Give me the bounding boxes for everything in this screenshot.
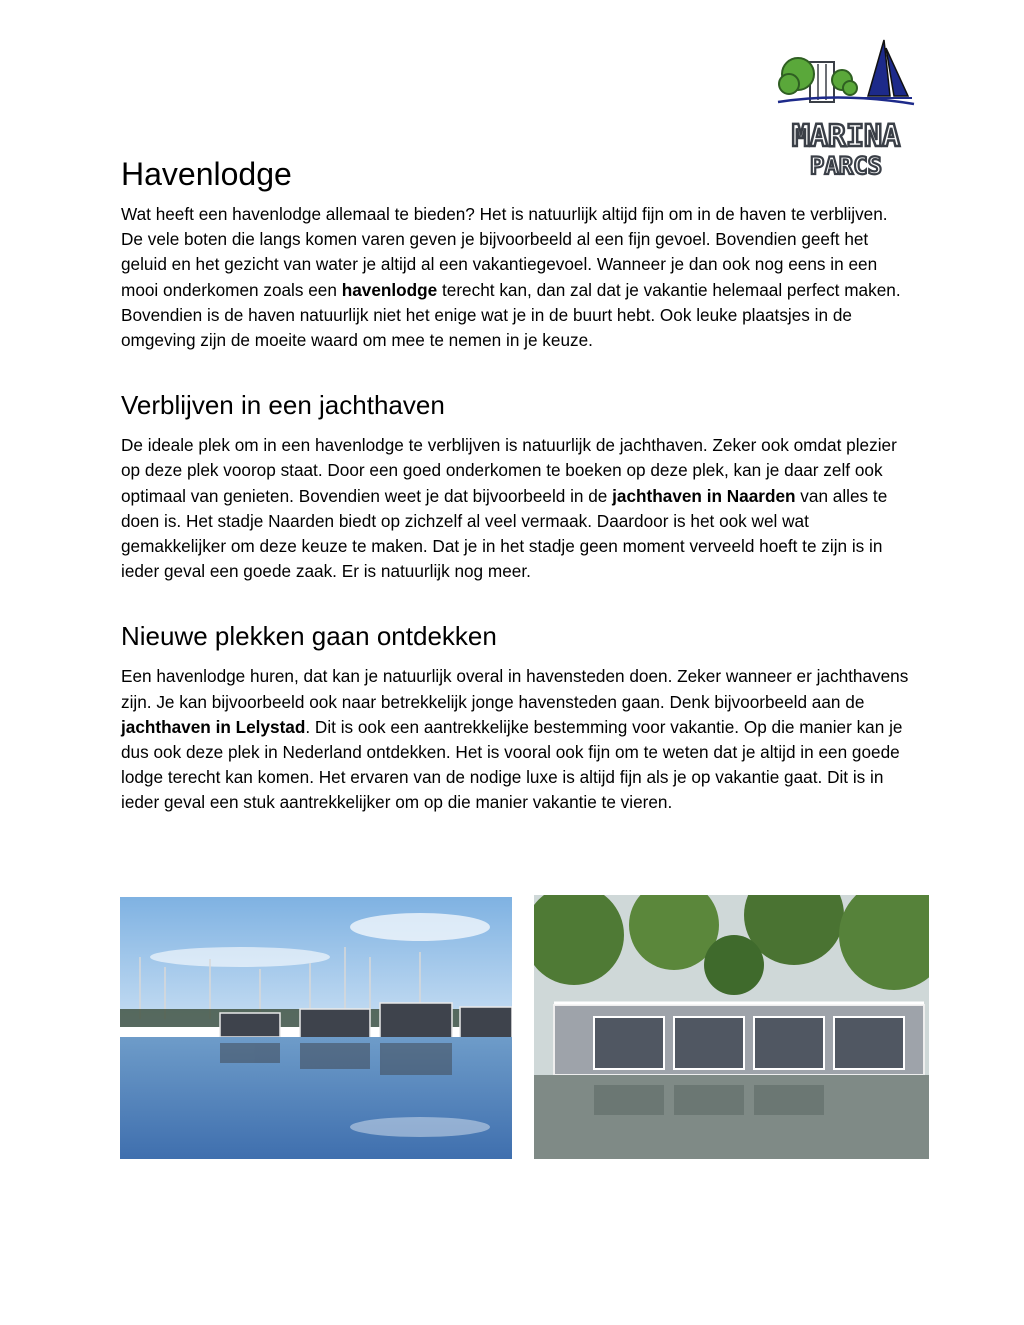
heading-havenlodge: Havenlodge (121, 156, 292, 192)
bold-jachthaven-naarden: jachthaven in Naarden (612, 485, 796, 506)
bold-havenlodge: havenlodge (341, 279, 438, 300)
paragraph-text: van alles te doen is. Het stadje Naarden biedt op zichzelf al veel vermaak. Daardoor is het ook wel wat gemakkelijker om deze keuze te maken. Dat je in het stadje geen moment verveeld hoeft te zijn is in ieder geval een goede zaak. Er is natuurlijk nog meer. (121, 485, 888, 582)
paragraph-text: Een havenlodge huren, dat kan je natuurlijk overal in havensteden doen. Zeker wanneer er jachthavens zijn. Je kan bijvoorbeeld ook naar betrekkelijk jonge havensteden gaan. Denk bijvoorbeeld aan de (121, 666, 909, 712)
harbor-photo-right (534, 895, 929, 1159)
logo-text-parcs: PARCS (809, 152, 883, 180)
document-body (121, 148, 911, 816)
heading-verblijven: Verblijven in een jachthaven (121, 390, 445, 421)
logo-text-marina: MARINA (791, 119, 901, 154)
paragraph-text: terecht kan, dan zal dat je vakantie helemaal perfect maken. Bovendien is de haven natuurlijk niet het enige wat je in de buurt hebt. Ook leuke plaatsjes in de omgeving zijn de moeite waard om mee te nemen in je keuze. (121, 279, 901, 351)
harbor-photo-left (120, 897, 512, 1159)
paragraph-nieuwe-plekken (121, 664, 911, 815)
paragraph-text: De ideale plek om in een havenlodge te verblijven is natuurlijk de jachthaven. Zeker ook omdat plezier op deze plek voorop staat. Door een goed onderkomen te boeken op deze plek, kan je daar zelf ook optimaal van genieten. Bovendien weet je dat bijvoorbeeld in de (121, 435, 897, 506)
section-havenlodge (121, 148, 911, 353)
bold-jachthaven-lelystad: jachthaven in Lelystad (121, 716, 306, 737)
section-jachthaven (121, 387, 911, 584)
paragraph-verblijven (121, 433, 911, 584)
paragraph-text: Wat heeft een havenlodge allemaal te bieden? Het is natuurlijk altijd fijn om in de haven te verblijven. De vele boten die langs komen varen geven je bijvoorbeeld al een fijn gevoel. Bovendien geeft het geluid en het gezicht van water je altijd al een vakantiegevoel. Wanneer je dan ook nog eens in een mooi onderkomen zoals een (121, 204, 888, 300)
photo-row (120, 895, 929, 1159)
section-nieuwe-plekken (121, 618, 911, 815)
paragraph-havenlodge (121, 202, 911, 353)
heading-nieuwe-plekken: Nieuwe plekken gaan ontdekken (121, 621, 497, 652)
paragraph-text: . Dit is ook een aantrekkelijke bestemming voor vakantie. Op die manier kan je dus ook deze plek in Nederland ontdekken. Het is vooral ook fijn om te weten dat je altijd in een goede lodge terecht kan komen. Het ervaren van de nodige luxe is altijd fijn als je op vakantie gaat. Dit is in ieder geval een stuk aantrekkelijker om op die manier vakantie te vieren. (121, 716, 903, 813)
